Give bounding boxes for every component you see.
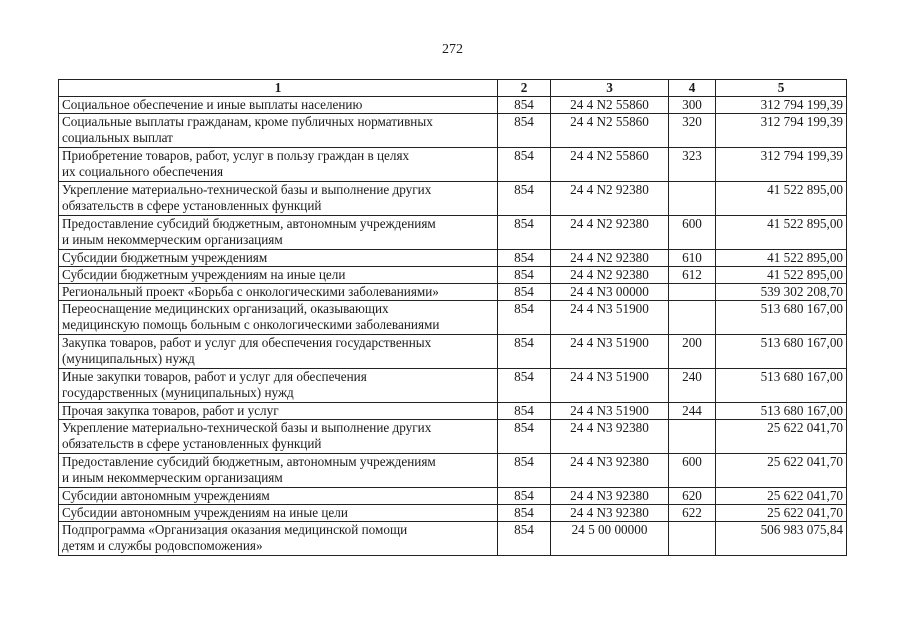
row-target-article-cell: 24 4 N3 92380 xyxy=(551,420,669,454)
row-name-cell: Закупка товаров, работ и услуг для обеспечения государственных (муниципальных) нужд xyxy=(59,335,498,369)
row-target-article-cell: 24 4 N3 92380 xyxy=(551,488,669,505)
row-amount-cell: 25 622 041,70 xyxy=(716,505,847,522)
row-name-cell: Субсидии автономным учреждениям на иные цели xyxy=(59,505,498,522)
row-expense-type-cell: 320 xyxy=(669,114,716,148)
row-target-article-cell: 24 4 N2 55860 xyxy=(551,114,669,148)
table-row xyxy=(59,522,847,556)
row-target-article-cell: 24 4 N3 51900 xyxy=(551,335,669,369)
row-expense-type-cell: 200 xyxy=(669,335,716,369)
row-name-cell: Субсидии автономным учреждениям xyxy=(59,488,498,505)
header-row xyxy=(59,80,847,97)
row-expense-type-cell: 612 xyxy=(669,267,716,284)
table-row xyxy=(59,505,847,522)
row-target-article-cell: 24 4 N3 92380 xyxy=(551,454,669,488)
row-amount-cell: 312 794 199,39 xyxy=(716,114,847,148)
row-name-cell: Региональный проект «Борьба с онкологическими заболеваниями» xyxy=(59,284,498,301)
row-target-article-cell: 24 4 N3 92380 xyxy=(551,505,669,522)
row-amount-cell: 25 622 041,70 xyxy=(716,420,847,454)
table-row xyxy=(59,488,847,505)
table-row xyxy=(59,369,847,403)
header-col-3: 3 xyxy=(551,80,669,97)
row-admin-code-cell: 854 xyxy=(498,301,551,335)
table-row xyxy=(59,182,847,216)
row-expense-type-cell xyxy=(669,522,716,556)
table-row xyxy=(59,420,847,454)
row-expense-type-cell xyxy=(669,182,716,216)
row-expense-type-cell: 240 xyxy=(669,369,716,403)
row-admin-code-cell: 854 xyxy=(498,182,551,216)
row-amount-cell: 506 983 075,84 xyxy=(716,522,847,556)
row-name-cell: Иные закупки товаров, работ и услуг для обеспечения государственных (муниципальных) нужд xyxy=(59,369,498,403)
row-target-article-cell: 24 4 N2 55860 xyxy=(551,148,669,182)
row-amount-cell: 539 302 208,70 xyxy=(716,284,847,301)
row-expense-type-cell: 620 xyxy=(669,488,716,505)
row-target-article-cell: 24 4 N3 51900 xyxy=(551,301,669,335)
row-target-article-cell: 24 4 N2 92380 xyxy=(551,267,669,284)
row-name-cell: Предоставление субсидий бюджетным, автономным учреждениям и иным некоммерческим организациям xyxy=(59,454,498,488)
row-admin-code-cell: 854 xyxy=(498,250,551,267)
table-row xyxy=(59,250,847,267)
row-admin-code-cell: 854 xyxy=(498,369,551,403)
row-name-cell: Приобретение товаров, работ, услуг в пользу граждан в целях их социального обеспечения xyxy=(59,148,498,182)
row-admin-code-cell: 854 xyxy=(498,505,551,522)
row-name-cell: Субсидии бюджетным учреждениям на иные цели xyxy=(59,267,498,284)
table-row xyxy=(59,403,847,420)
row-admin-code-cell: 854 xyxy=(498,114,551,148)
row-target-article-cell: 24 4 N2 92380 xyxy=(551,250,669,267)
row-target-article-cell: 24 5 00 00000 xyxy=(551,522,669,556)
page-number: 272 xyxy=(442,42,463,57)
row-admin-code-cell: 854 xyxy=(498,216,551,250)
row-name-cell: Переоснащение медицинских организаций, оказывающих медицинскую помощь больным с онкологическими заболеваниями xyxy=(59,301,498,335)
table-row xyxy=(59,301,847,335)
row-admin-code-cell: 854 xyxy=(498,454,551,488)
row-admin-code-cell: 854 xyxy=(498,284,551,301)
row-admin-code-cell: 854 xyxy=(498,522,551,556)
row-name-cell: Социальное обеспечение и иные выплаты населению xyxy=(59,97,498,114)
row-amount-cell: 513 680 167,00 xyxy=(716,403,847,420)
row-name-cell: Предоставление субсидий бюджетным, автономным учреждениям и иным некоммерческим организациям xyxy=(59,216,498,250)
table-row xyxy=(59,284,847,301)
row-expense-type-cell: 323 xyxy=(669,148,716,182)
row-amount-cell: 25 622 041,70 xyxy=(716,454,847,488)
header-col-1: 1 xyxy=(59,80,498,97)
table-row xyxy=(59,335,847,369)
row-admin-code-cell: 854 xyxy=(498,148,551,182)
row-amount-cell: 25 622 041,70 xyxy=(716,488,847,505)
row-target-article-cell: 24 4 N3 51900 xyxy=(551,403,669,420)
row-amount-cell: 312 794 199,39 xyxy=(716,148,847,182)
row-expense-type-cell xyxy=(669,284,716,301)
row-expense-type-cell: 622 xyxy=(669,505,716,522)
row-name-cell: Подпрограмма «Организация оказания медицинской помощи детям и службы родовспоможения» xyxy=(59,522,498,556)
row-name-cell: Субсидии бюджетным учреждениям xyxy=(59,250,498,267)
header-col-2: 2 xyxy=(498,80,551,97)
row-admin-code-cell: 854 xyxy=(498,488,551,505)
row-target-article-cell: 24 4 N2 92380 xyxy=(551,216,669,250)
row-admin-code-cell: 854 xyxy=(498,420,551,454)
row-expense-type-cell: 610 xyxy=(669,250,716,267)
header-col-5: 5 xyxy=(716,80,847,97)
table-row xyxy=(59,216,847,250)
row-expense-type-cell xyxy=(669,301,716,335)
row-admin-code-cell: 854 xyxy=(498,335,551,369)
row-amount-cell: 41 522 895,00 xyxy=(716,182,847,216)
row-amount-cell: 41 522 895,00 xyxy=(716,267,847,284)
row-expense-type-cell: 244 xyxy=(669,403,716,420)
row-expense-type-cell xyxy=(669,420,716,454)
row-amount-cell: 513 680 167,00 xyxy=(716,301,847,335)
row-amount-cell: 513 680 167,00 xyxy=(716,335,847,369)
row-name-cell: Прочая закупка товаров, работ и услуг xyxy=(59,403,498,420)
table-row xyxy=(59,267,847,284)
table-row xyxy=(59,148,847,182)
row-admin-code-cell: 854 xyxy=(498,267,551,284)
row-expense-type-cell: 600 xyxy=(669,454,716,488)
row-amount-cell: 513 680 167,00 xyxy=(716,369,847,403)
row-target-article-cell: 24 4 N3 00000 xyxy=(551,284,669,301)
row-target-article-cell: 24 4 N2 55860 xyxy=(551,97,669,114)
table-row xyxy=(59,97,847,114)
row-name-cell: Укрепление материально-технической базы и выполнение других обязательств в сфере установленных функций xyxy=(59,182,498,216)
row-name-cell: Социальные выплаты гражданам, кроме публичных нормативных социальных выплат xyxy=(59,114,498,148)
row-target-article-cell: 24 4 N2 92380 xyxy=(551,182,669,216)
row-expense-type-cell: 600 xyxy=(669,216,716,250)
row-admin-code-cell: 854 xyxy=(498,97,551,114)
table-row xyxy=(59,454,847,488)
row-amount-cell: 41 522 895,00 xyxy=(716,216,847,250)
row-name-cell: Укрепление материально-технической базы и выполнение других обязательств в сфере установленных функций xyxy=(59,420,498,454)
row-expense-type-cell: 300 xyxy=(669,97,716,114)
row-admin-code-cell: 854 xyxy=(498,403,551,420)
row-amount-cell: 41 522 895,00 xyxy=(716,250,847,267)
header-col-4: 4 xyxy=(669,80,716,97)
budget-table xyxy=(58,79,847,556)
row-amount-cell: 312 794 199,39 xyxy=(716,97,847,114)
table-row xyxy=(59,114,847,148)
row-target-article-cell: 24 4 N3 51900 xyxy=(551,369,669,403)
